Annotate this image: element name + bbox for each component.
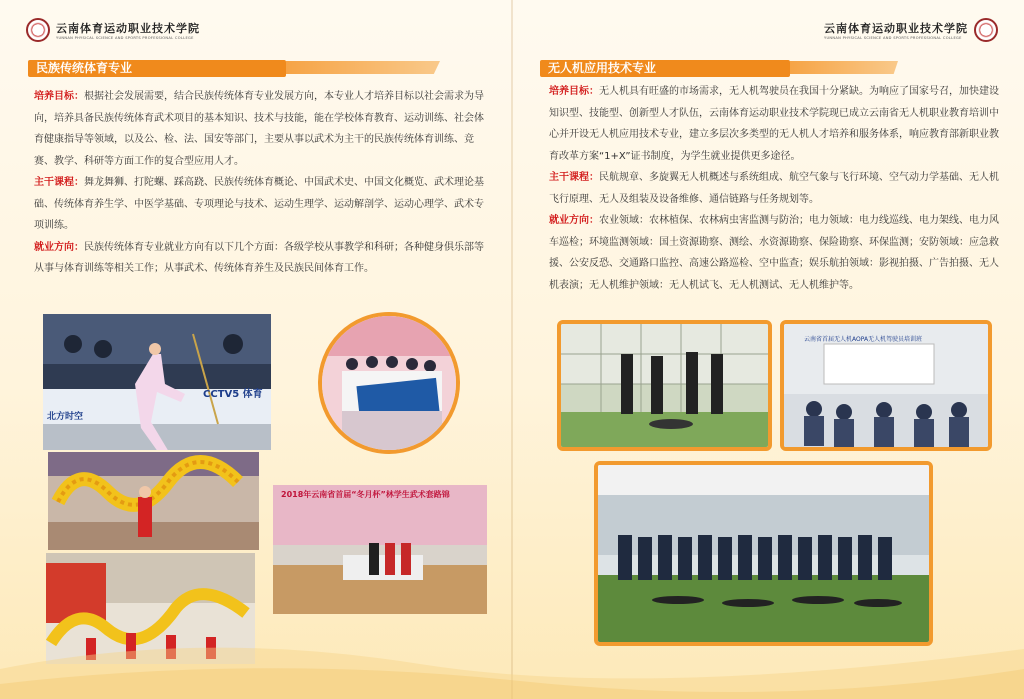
school-logo-left [26,18,200,42]
section-title: 民族传统体育专业 [36,61,133,75]
photo-banner-text: 2018年云南省首届“冬月杯”林学生武术套路锦 [281,490,450,499]
training-goal-paragraph [549,81,1003,167]
courses-label: 主干课程： [34,177,84,188]
training-goal-label: 培养目标： [34,91,84,102]
photo-sign-right: CCTV5 体育 [203,389,263,400]
courses-text: 民航规章、多旋翼无人机概述与系统组成、航空气象与飞行环境、空气动力学基础、无人机飞行原理、无人及组装及设备维修、通信链路与任务规划等。 [549,172,999,205]
training-goal-paragraph [34,86,488,172]
right-body-text [549,81,1003,296]
left-body-text [34,86,488,280]
school-name-cn: 云南体育运动职业技术学院 [824,22,968,35]
photo-team-flag-circle [318,312,460,454]
photo-award-ceremony [273,485,487,614]
courses-text: 舞龙舞狮、打陀螺、踩高跷、民族传统体育概论、中国武术史、中国文化概览、武术理论基础、传统体育养生学、中医学基础、专项理论与技术、运动生理学、运动解剖学、运动心理学、武术专项训练。 [34,177,484,231]
school-logo-right [824,18,998,42]
career-label: 就业方向： [549,215,599,226]
photo-wushu-performance [43,314,271,450]
school-name-en: YUNNAN PHYSICAL SCIENCE AND SPORTS PROFESSIONAL COLLEGE [56,36,194,40]
section-header-drone [540,60,898,77]
school-seal-icon [974,18,998,42]
photo-sign-left: 北方时空 [47,412,84,422]
section-title: 无人机应用技术专业 [548,61,657,75]
photo-drone-field-training [557,320,772,451]
section-header-ethnic-sports [28,60,440,77]
career-text: 农业领域：农林植保、农林病虫害监测与防治；电力领域：电力线巡线、电力架线、电力风车巡检；环境监测领域：国土资源勘察、测绘、水资源勘察、保险勘察、环保监测；安防领域：应急救援、公安反恐、交通路口监控、高速公路巡检、空中监查；娱乐航拍领域：影视拍摄、广告拍摄、无人机表演；无人机维护领域：无人机试飞、无人机测试、无人机维护等。 [549,215,999,291]
school-name-en: YUNNAN PHYSICAL SCIENCE AND SPORTS PROFESSIONAL COLLEGE [824,36,962,40]
school-name-cn: 云南体育运动职业技术学院 [56,22,200,35]
right-page [512,0,1024,699]
photo-drone-classroom [780,320,992,451]
career-text: 民族传统体育专业就业方向有以下几个方面：各级学校从事教学和科研；各种健身俱乐部等从事与体育训练等相关工作；从事武术、传统体育养生及民族民间体育工作。 [34,241,484,274]
courses-paragraph [34,172,488,237]
courses-label: 主干课程： [549,172,599,183]
courses-paragraph [549,167,1003,210]
training-goal-text: 根据社会发展需要，结合民族传统体育专业发展方向，本专业人才培养目标以社会需求为导向，培养具备民族传统体育武术项目的基本知识、技术与技能，能在学校体育教育、运动训练、社会体育健康指导等领域，以及公、检、法、国安等部门，主要从事以武术为主干的民族传统体育训练、竞赛、教学、科研等方面工作的复合型应用人才。 [34,91,484,167]
photo-dragon-parade [46,553,255,664]
training-goal-label: 培养目标： [549,86,599,97]
photo-drone-group [594,461,933,646]
photo-dragon-dance [48,452,259,550]
training-goal-text: 无人机具有旺盛的市场需求，无人机驾驶员在我国十分紧缺。为响应了国家号召，加快建设知识型、技能型、创新型人才队伍，云南体育运动职业技术学院现已成立云南省无人机职业教育培训中心并开设无人机应用技术专业，建立多层次多类型的无人机人才培养和服务体系，响应教育部新职业教育改革方案“1+X”证书制度，为学生就业提供更多途径。 [549,86,999,162]
school-seal-icon [26,18,50,42]
photo-classroom-banner: 云南省首届无人机AOPA无人机驾驶员培训班 [804,336,923,343]
career-paragraph [34,237,488,280]
career-label: 就业方向： [34,241,84,253]
career-paragraph [549,210,1003,296]
